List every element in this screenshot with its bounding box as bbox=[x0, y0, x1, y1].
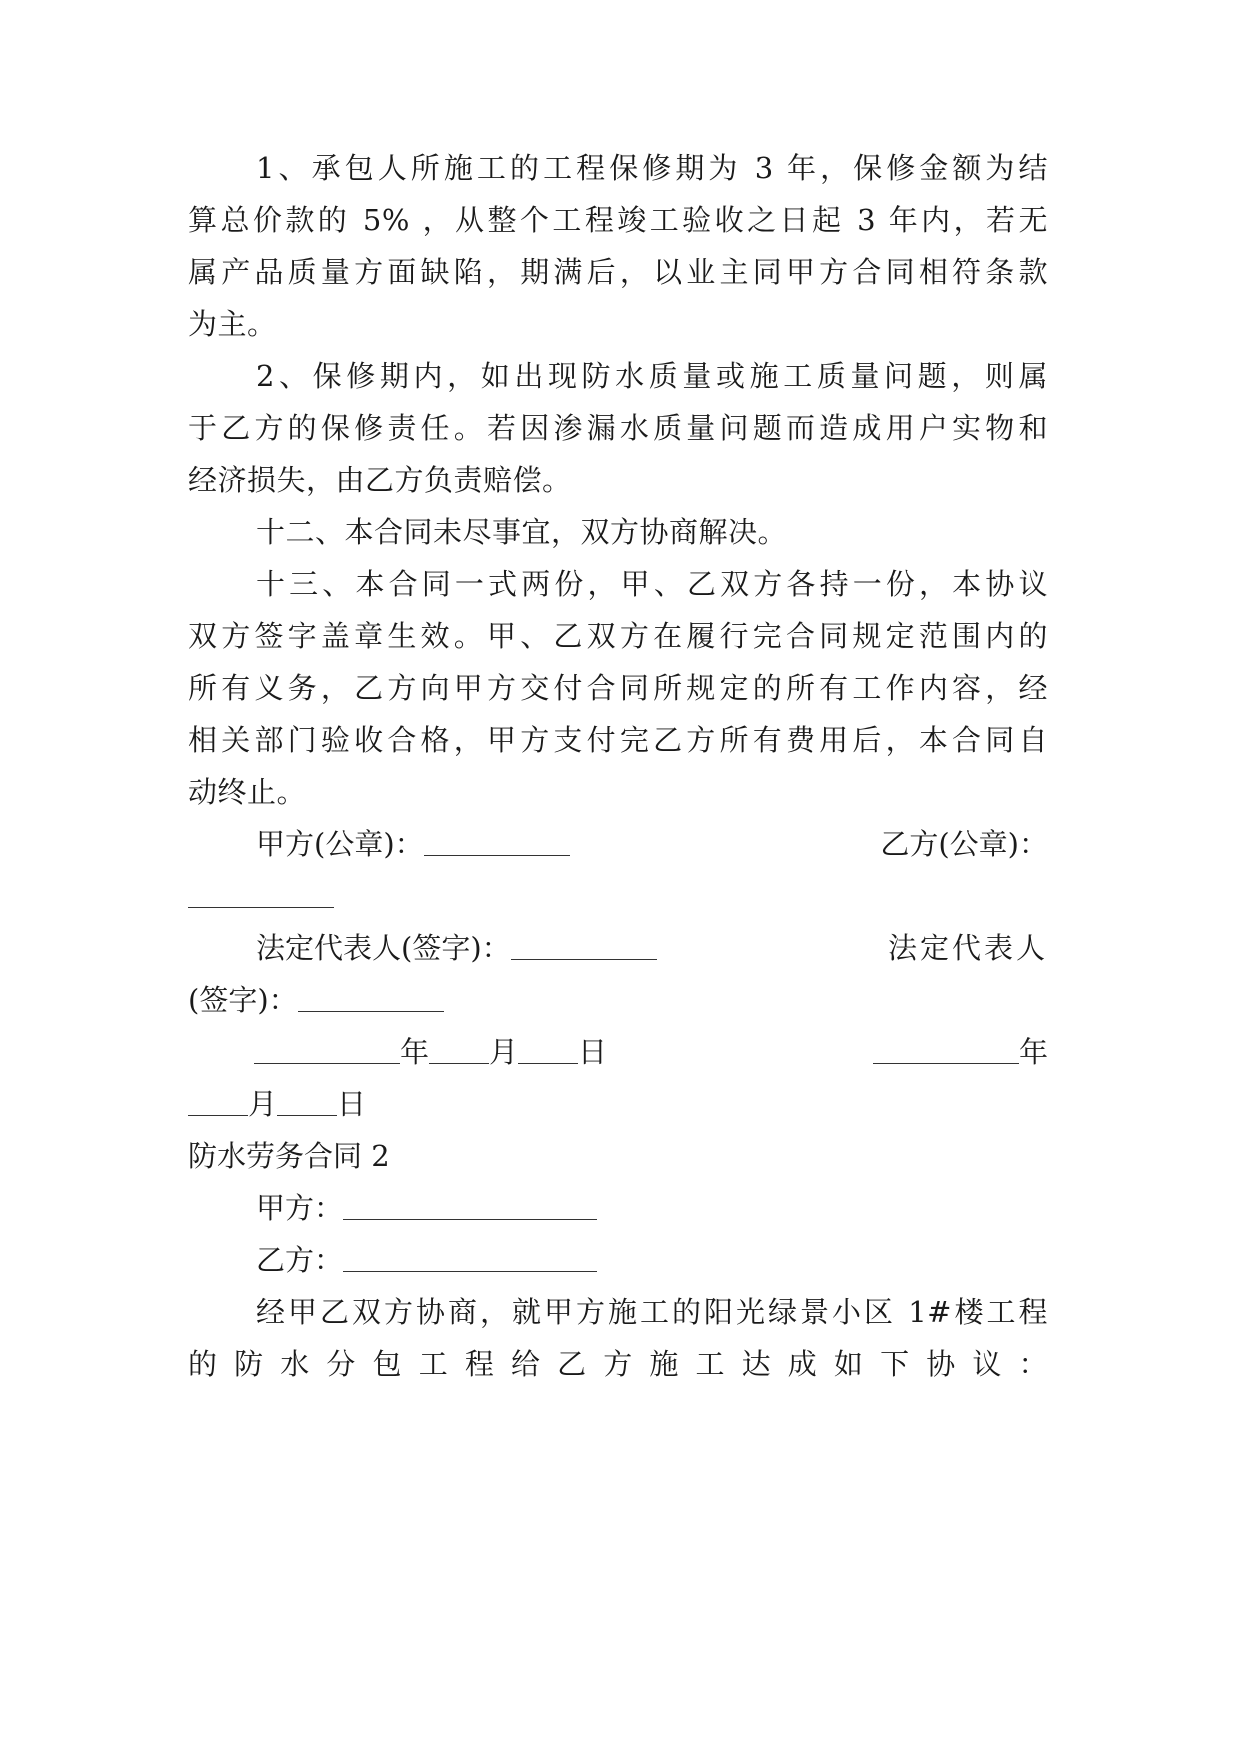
clause-1-line: 属产品质量方面缺陷，期满后，以业主同甲方合同相符条款 bbox=[188, 255, 1048, 289]
contract-2-party-b-row bbox=[188, 1240, 1048, 1280]
day-label: 日 bbox=[337, 1087, 367, 1121]
year-label: 年 bbox=[1018, 1035, 1048, 1069]
clause-2-line: 于乙方的保修责任。若因渗漏水质量问题而造成用户实物和 bbox=[188, 411, 1048, 445]
party-b-rep-label: 法定代表人 bbox=[887, 931, 1048, 965]
party-a-seal bbox=[256, 824, 570, 864]
clause-1-line: 算总价款的 5% ，从整个工程竣工验收之日起 3 年内，若无 bbox=[188, 203, 1048, 237]
party-b-year bbox=[873, 1032, 1048, 1072]
clause-1-line: 为主。 bbox=[188, 307, 277, 341]
party-a-seal-blank[interactable] bbox=[424, 827, 570, 856]
contract-2-party-b-blank[interactable] bbox=[343, 1243, 597, 1272]
clause-2-line: 2、保修期内，如出现防水质量或施工质量问题，则属 bbox=[256, 359, 1048, 393]
party-b-sign-label: (签字)： bbox=[188, 983, 298, 1017]
clause-13-line: 动终止。 bbox=[188, 775, 307, 809]
party-b-rep-row bbox=[188, 980, 1048, 1020]
party-a-rep-blank[interactable] bbox=[511, 931, 657, 960]
contract-2-party-a-label: 甲方： bbox=[256, 1191, 344, 1225]
party-b-day-blank[interactable] bbox=[277, 1087, 337, 1116]
contract-2-intro-line: 经甲乙双方协商，就甲方施工的阳光绿景小区 1#楼工程 bbox=[256, 1295, 1048, 1329]
party-b-date-row bbox=[188, 1084, 1048, 1124]
party-a-rep bbox=[256, 928, 657, 968]
party-a-month-blank[interactable] bbox=[429, 1035, 489, 1064]
clause-1-line: 1、承包人所施工的工程保修期为 3 年，保修金额为结 bbox=[256, 151, 1048, 185]
party-b-rep-blank[interactable] bbox=[298, 983, 444, 1012]
clause-2-line: 经济损失，由乙方负责赔偿。 bbox=[188, 463, 572, 497]
party-b-year-blank[interactable] bbox=[873, 1035, 1019, 1064]
clause-12: 十二、本合同未尽事宜，双方协商解决。 bbox=[256, 515, 788, 549]
party-b-seal-blank-row bbox=[188, 876, 1048, 916]
date-row bbox=[188, 1032, 1048, 1072]
contract-2-intro-line: 的防水分包工程给乙方施工达成如下协议： bbox=[188, 1347, 1048, 1381]
contract-2-title bbox=[188, 1136, 1048, 1176]
clause-13-line: 所有义务，乙方向甲方交付合同所规定的所有工作内容，经 bbox=[188, 671, 1048, 705]
year-label: 年 bbox=[400, 1035, 430, 1069]
month-label: 月 bbox=[248, 1087, 278, 1121]
party-b-seal-label: 乙方(公章)： bbox=[880, 827, 1048, 861]
party-b-seal-blank[interactable] bbox=[188, 879, 334, 908]
day-label: 日 bbox=[578, 1035, 608, 1069]
contract-2-party-a-blank[interactable] bbox=[343, 1191, 597, 1220]
clause-13-line: 双方签字盖章生效。甲、乙双方在履行完合同规定范围内的 bbox=[188, 619, 1048, 653]
party-a-day-blank[interactable] bbox=[518, 1035, 578, 1064]
party-a-date bbox=[254, 1032, 607, 1072]
party-a-seal-label: 甲方(公章)： bbox=[256, 827, 424, 861]
party-a-year-blank[interactable] bbox=[254, 1035, 400, 1064]
rep-row bbox=[188, 928, 1048, 968]
seal-row bbox=[188, 824, 1048, 864]
contract-2-title-text: 防水劳务合同 2 bbox=[188, 1139, 390, 1173]
party-a-rep-label: 法定代表人(签字)： bbox=[256, 931, 511, 965]
contract-2-party-b-label: 乙方： bbox=[256, 1243, 344, 1277]
contract-2-party-a-row bbox=[188, 1188, 1048, 1228]
party-b-month-blank[interactable] bbox=[188, 1087, 248, 1116]
clause-13-line: 十三、本合同一式两份，甲、乙双方各持一份，本协议 bbox=[256, 567, 1048, 601]
month-label: 月 bbox=[489, 1035, 519, 1069]
clause-13-line: 相关部门验收合格，甲方支付完乙方所有费用后，本合同自 bbox=[188, 723, 1048, 757]
